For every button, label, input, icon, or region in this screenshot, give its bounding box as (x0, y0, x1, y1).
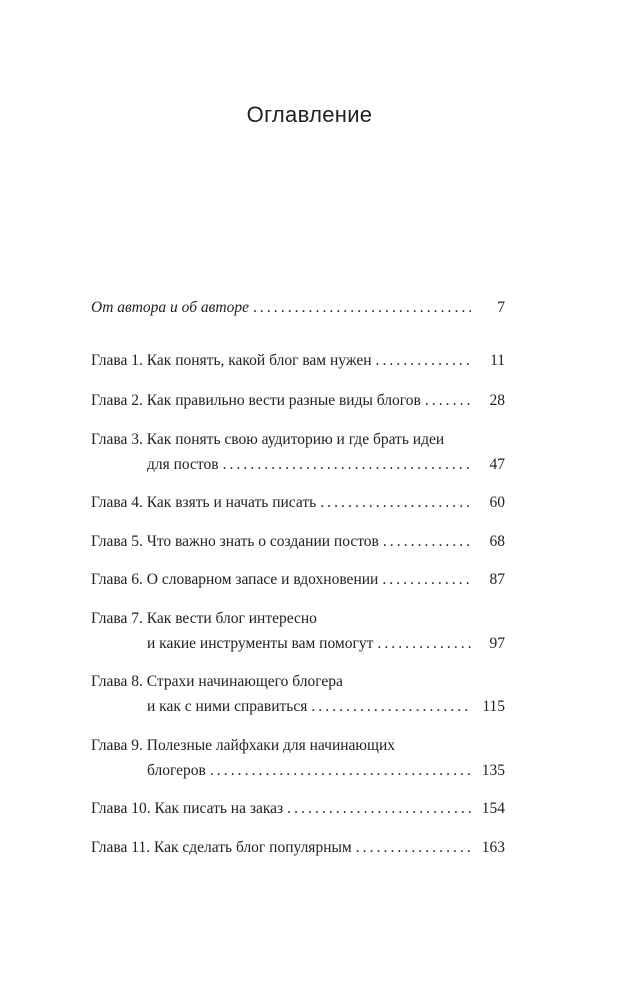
toc-entry-title-cont: для постов (147, 456, 219, 473)
toc-leader-dots (311, 696, 471, 718)
toc-leader-dots (376, 350, 471, 372)
toc-leader-dots (253, 297, 471, 319)
toc-entry-title: Глава 8. Страхи начинающего блогера (91, 673, 343, 690)
toc-entry-author[interactable] (91, 297, 505, 319)
toc-leader-dots (382, 569, 471, 591)
toc-entry-chapter-9[interactable] (91, 735, 505, 757)
toc-leader-dots (377, 633, 471, 655)
toc-entry-chapter-1[interactable] (91, 350, 505, 372)
toc-entry-title: Глава 5. Что важно знать о создании постов (91, 533, 379, 550)
toc-leader-dots (356, 837, 471, 859)
toc-entry-title: Глава 2. Как правильно вести разные виды блогов (91, 392, 421, 409)
toc-entry-chapter-6[interactable] (91, 569, 505, 591)
toc-entry-title: Глава 10. Как писать на заказ (91, 800, 284, 817)
toc-entry-title: Глава 7. Как вести блог интересно (91, 610, 317, 627)
toc-entry-chapter-3-cont[interactable] (147, 454, 505, 476)
toc-entry-chapter-8-cont[interactable] (147, 696, 505, 718)
toc-entry-title: Глава 11. Как сделать блог популярным (91, 839, 352, 856)
toc-page-number: 87 (489, 571, 505, 588)
toc-entry-chapter-11[interactable] (91, 837, 505, 859)
toc-page-number: 163 (481, 839, 505, 856)
toc-entry-title-cont: блогеров (147, 762, 206, 779)
toc-page-number: 60 (489, 494, 505, 511)
toc-leader-dots (425, 390, 471, 412)
toc-leader-dots (320, 492, 471, 514)
toc-page-number: 97 (489, 635, 505, 652)
toc-entry-title: Глава 9. Полезные лайфхаки для начинающих (91, 737, 395, 754)
toc-page-number: 135 (481, 762, 505, 779)
toc-leader-dots (223, 454, 471, 476)
toc-entry-title-cont: и как с ними справиться (147, 698, 308, 715)
toc-entry-title: Глава 4. Как взять и начать писать (91, 494, 317, 511)
toc-page-number: 11 (490, 352, 505, 369)
toc-page-number: 7 (497, 299, 505, 316)
toc-entry-chapter-7-cont[interactable] (147, 633, 505, 655)
toc-page-number: 28 (489, 392, 505, 409)
toc-entry-title: От автора и об авторе (91, 299, 249, 316)
toc-entry-title: Глава 6. О словарном запасе и вдохновении (91, 571, 379, 588)
toc-page-number: 115 (482, 698, 505, 715)
toc-page-number: 47 (489, 456, 505, 473)
toc-entry-title-cont: и какие инструменты вам помогут (147, 635, 374, 652)
toc-page-number: 68 (489, 533, 505, 550)
toc-entry-chapter-2[interactable] (91, 390, 505, 412)
toc-entry-chapter-5[interactable] (91, 531, 505, 553)
toc-entry-title: Глава 1. Как понять, какой блог вам нужен (91, 352, 372, 369)
toc-leader-dots (210, 760, 471, 782)
toc-entry-chapter-4[interactable] (91, 492, 505, 514)
toc-entry-chapter-7[interactable] (91, 608, 505, 630)
page-title: Оглавление (246, 102, 373, 127)
toc-entry-chapter-9-cont[interactable] (147, 760, 505, 782)
toc-page-number: 154 (481, 800, 505, 817)
toc-entry-chapter-10[interactable] (91, 798, 505, 820)
toc-entry-title: Глава 3. Как понять свою аудиторию и где брать идеи (91, 431, 445, 448)
toc-entry-chapter-8[interactable] (91, 671, 505, 693)
toc-leader-dots (287, 798, 471, 820)
toc-entry-chapter-3[interactable] (91, 429, 505, 451)
toc-leader-dots (383, 531, 471, 553)
